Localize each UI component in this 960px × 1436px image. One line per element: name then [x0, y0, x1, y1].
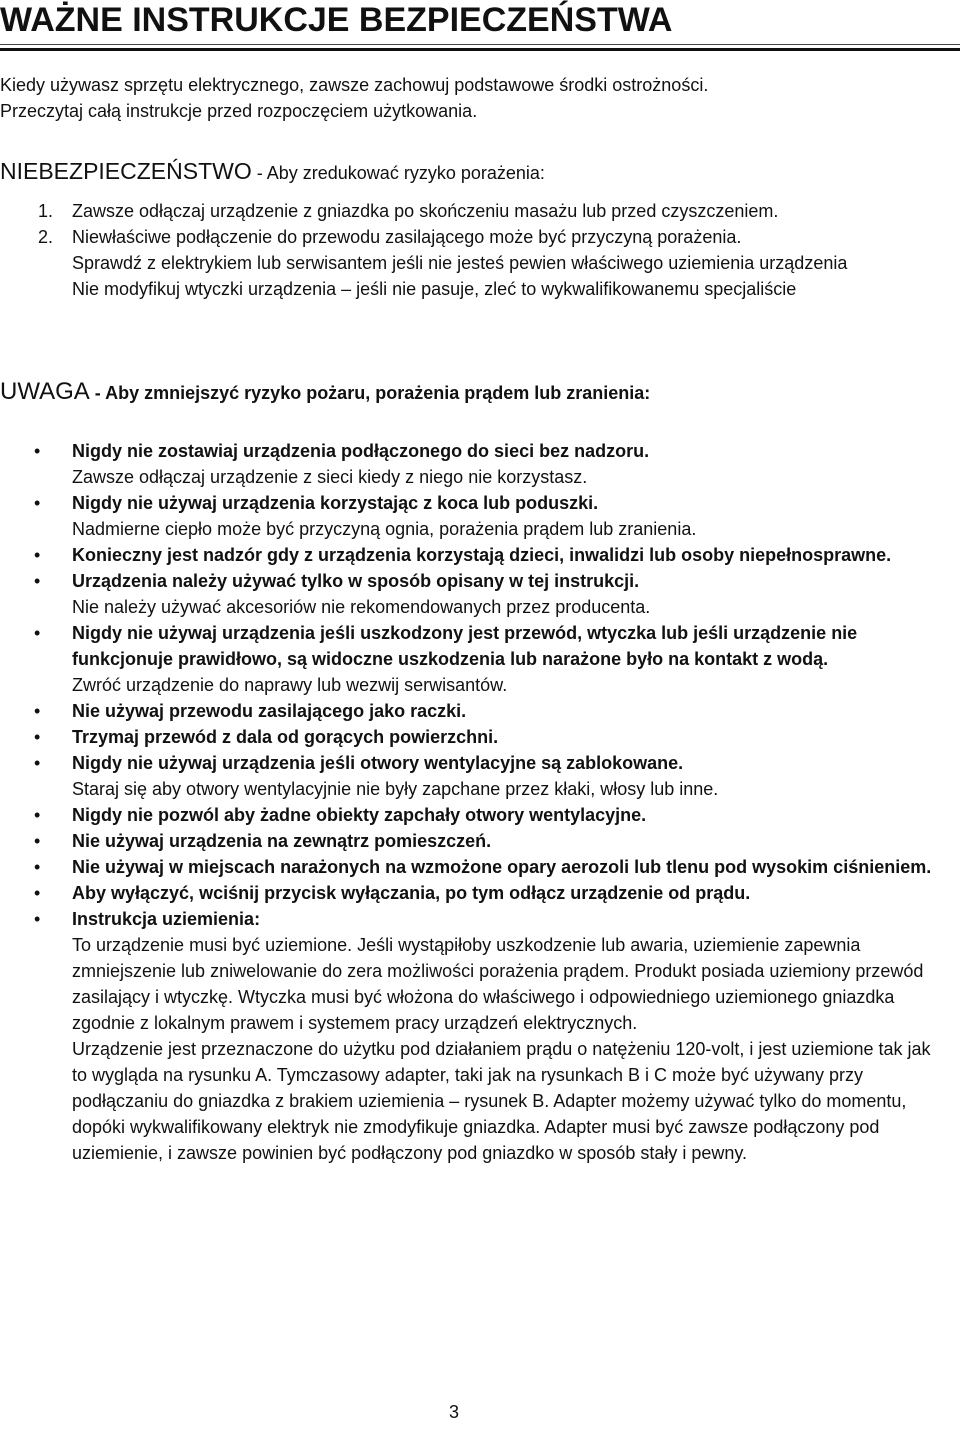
caution-item-text: Zwróć urządzenie do naprawy lub wezwij serwisantów.	[72, 675, 508, 695]
caution-item-bold: Nie używaj urządzenia na zewnątrz pomieszczeń.	[72, 831, 492, 851]
danger-heading	[0, 156, 545, 188]
caution-item-bold: Nigdy nie używaj urządzenia jeśli uszkodzony jest przewód, wtyczka lub jeśli urządzenie nie funkcjonuje prawidłowo, są widoczne uszkodzenia lub narażone było na kontakt z wodą.	[72, 623, 858, 669]
caution-item-bold: Aby wyłączyć, wciśnij przycisk wyłączania, po tym odłącz urządzenie od prądu.	[72, 883, 751, 903]
intro-line: Kiedy używasz sprzętu elektrycznego, zawsze zachowuj podstawowe środki ostrożności.	[0, 75, 709, 95]
bullet-icon: •	[34, 701, 41, 721]
caution-heading	[0, 376, 650, 409]
caution-item-bold: Nigdy nie używaj urządzenia korzystając z koca lub poduszki.	[72, 493, 599, 513]
caution-item	[0, 490, 950, 542]
danger-item-number: 1.	[38, 201, 54, 221]
caution-item-bold: Nigdy nie używaj urządzenia jeśli otwory wentylacyjne są zablokowane.	[72, 753, 684, 773]
danger-label: NIEBEZPIECZEŃSTWO	[0, 158, 252, 184]
caution-item-bold: Konieczny jest nadzór gdy z urządzenia korzystają dzieci, inwalidzi lub osoby niepełnosprawne.	[72, 545, 892, 565]
intro-line: Przeczytaj całą instrukcje przed rozpoczęciem użytkowania.	[0, 101, 478, 121]
danger-item-text: Niewłaściwe podłączenie do przewodu zasilającego może być przyczyną porażenia.	[72, 227, 742, 247]
bullet-icon: •	[34, 909, 41, 929]
caution-item-bold: Instrukcja uziemienia:	[72, 909, 261, 929]
caution-item-bold: Nigdy nie zostawiaj urządzenia podłączonego do sieci bez nadzoru.	[72, 441, 650, 461]
caution-text: - Aby zmniejszyć ryzyko pożaru, porażenia prądem lub zranienia:	[89, 383, 651, 403]
caution-item-text: Zawsze odłączaj urządzenie z sieci kiedy z niego nie korzystasz.	[72, 467, 588, 487]
bullet-icon: •	[34, 441, 41, 461]
caution-item	[0, 802, 950, 828]
danger-list	[0, 198, 950, 302]
caution-item-text: Nadmierne ciepło może być przyczyną ognia, porażenia prądem lub zranienia.	[72, 519, 697, 539]
caution-item-bold: Nie używaj przewodu zasilającego jako raczki.	[72, 701, 467, 721]
caution-item-text: To urządzenie musi być uziemione. Jeśli wystąpiłoby uszkodzenie lub awaria, uziemienie zapewnia zmniejszenie lub zniwelowanie do zera możliwości porażenia prądem. Produkt posiada uziemiony przewód zasilający i wtyczkę. Wtyczka musi być włożona do właściwego i odpowiedniego uziemionego gniazdka zgodnie z lokalnym prawem i systemem pracy urządzeń elektrycznych.	[72, 935, 924, 1033]
caution-list	[0, 438, 950, 1166]
caution-item-text: Staraj się aby otwory wentylacyjnie nie były zapchane przez kłaki, włosy lub inne.	[72, 779, 719, 799]
caution-item	[0, 906, 950, 1166]
caution-item-text: Nie należy używać akcesoriów nie rekomendowanych przez producenta.	[72, 597, 651, 617]
caution-item	[0, 542, 950, 568]
caution-item	[0, 724, 950, 750]
caution-item-bold: Nigdy nie pozwól aby żadne obiekty zapchały otwory wentylacyjne.	[72, 805, 647, 825]
bullet-icon: •	[34, 831, 41, 851]
caution-item	[0, 828, 950, 854]
bullet-icon: •	[34, 493, 41, 513]
danger-item-text: Nie modyfikuj wtyczki urządzenia – jeśli nie pasuje, zleć to wykwalifikowanemu specjaliście	[72, 279, 797, 299]
intro	[0, 72, 708, 124]
bullet-icon: •	[34, 727, 41, 747]
caution-label: UWAGA	[0, 378, 90, 405]
caution-item	[0, 438, 950, 490]
caution-item	[0, 568, 950, 620]
bullet-icon: •	[34, 571, 41, 591]
bullet-icon: •	[34, 883, 41, 903]
caution-item-bold: Nie używaj w miejscach narażonych na wzmożone opary aerozoli lub tlenu pod wysokim ciśnieniem.	[72, 857, 932, 877]
bullet-icon: •	[34, 623, 41, 643]
danger-item-text: Sprawdź z elektrykiem lub serwisantem jeśli nie jesteś pewien właściwego uziemienia urządzenia	[72, 253, 848, 273]
danger-text: - Aby zredukować ryzyko porażenia:	[251, 163, 545, 183]
bullet-icon: •	[34, 753, 41, 773]
caution-item-text: Urządzenie jest przeznaczone do użytku pod działaniem prądu o natężeniu 120-volt, i jest uziemione tak jak to wygląda na rysunku A. Tymczasowy adapter, taki jak na rysunkach B i C może być używany przy podłączaniu do gniazdka z brakiem uziemienia – rysunek B. Adapter możemy używać tylko do momentu, dopóki wykwalifikowany elektryk nie zmodyfikuje gniazdka. Adapter musi być zawsze podłączony pod uziemienie, i zawsze powinien być podłączony pod gniazdko w sposób stały i pewny.	[72, 1039, 931, 1163]
caution-item	[0, 854, 950, 880]
bullet-icon: •	[34, 545, 41, 565]
caution-item-bold: Trzymaj przewód z dala od gorących powierzchni.	[72, 727, 499, 747]
title-divider-thick	[0, 48, 960, 51]
danger-item	[0, 224, 950, 302]
caution-item	[0, 620, 950, 698]
danger-item-text: Zawsze odłączaj urządzenie z gniazdka po skończeniu masażu lub przed czyszczeniem.	[72, 201, 779, 221]
caution-item	[0, 880, 950, 906]
caution-item	[0, 750, 950, 802]
bullet-icon: •	[34, 805, 41, 825]
caution-item	[0, 698, 950, 724]
caution-item-bold: Urządzenia należy używać tylko w sposób opisany w tej instrukcji.	[72, 571, 640, 591]
bullet-icon: •	[34, 857, 41, 877]
page-title: WAŻNE INSTRUKCJE BEZPIECZEŃSTWA	[0, 1, 673, 39]
danger-item	[0, 198, 950, 224]
title-divider-thin	[0, 44, 960, 45]
page-number: 3	[448, 1402, 459, 1422]
danger-item-number: 2.	[38, 227, 54, 247]
